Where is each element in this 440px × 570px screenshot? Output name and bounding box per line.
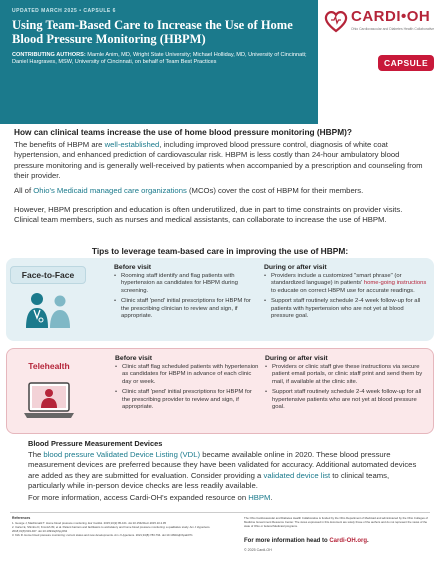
smart-phrase-text-a: Providers include a customized "smart phrase" (or standardized language) in patients' <box>271 273 402 287</box>
list-item: • Clinic staff flag scheduled patients with hypertension as candidates for HBPM in advance of each clinic day or week. <box>115 364 259 386</box>
benefits-text-b: , including improved blood pressure control, diagnosis of white coat hypertension, and enhanced prediction of cardiovascular risk. HBPM is less costly than 24-hour ambulatory blood pressure monitoring and is generally well-received by patients when accompanied by a prescription and counseling from their provider. <box>14 140 423 181</box>
more-info-text-a: For more information, access Cardi-OH's expanded resource on <box>28 493 249 502</box>
telehealth-before-visit <box>115 355 259 414</box>
tips-heading: Tips to leverage team-based care in improving the use of HBPM: <box>91 246 349 256</box>
before-visit-title: Before visit <box>115 355 153 362</box>
reference-item: 1. George J, MacDonald T. Home blood pressure monitoring. Eur Cardiol. 2015;10(2):95-101. doi:10.15420/ecr.2015.10.2.95 <box>12 521 167 525</box>
list-item: • Rooming staff identify and flag patients with hypertension as candidates for HBPM during screening. <box>114 273 258 295</box>
list-item: • Providers or clinic staff give these instructions via secure patient email portals, or clinic staff print and send them by mail, if available at the clinic site. <box>265 364 429 386</box>
before-visit-title: Before visit <box>114 264 152 271</box>
capsule-badge: CAPSULE <box>378 55 434 71</box>
face-to-face-panel <box>6 258 434 341</box>
doctor-patient-icon <box>20 288 76 334</box>
bp-devices-paragraph <box>28 450 428 492</box>
before-visit-list <box>115 364 259 411</box>
update-line: UPDATED MARCH 2025 • CAPSULE 6 <box>12 8 116 14</box>
well-established-link[interactable]: well-established <box>104 140 160 149</box>
telehealth-after-visit <box>265 355 429 414</box>
smart-phrase-text-b: to educate on correct HBPM use for accurate readings. <box>271 287 415 294</box>
intro-paragraph-underutilized: However, HBPM prescription and education is often underutilized, due in part to time constraints on provider visits. Clinical team members, such as nurses and medical assistants, can collaborate to increase the use of HBPM. <box>14 205 403 225</box>
telehealth-label: Telehealth <box>28 361 70 371</box>
face-to-face-label: Face-to-Face <box>10 266 86 284</box>
copyright: © 2025 Cardi-OH <box>244 548 272 552</box>
footer-more-info-text: For more information head to <box>244 538 330 544</box>
header-band <box>0 0 318 124</box>
vdl-link[interactable]: blood pressure Validated Device Listing (VDL) <box>43 450 201 459</box>
more-info-text-b: . <box>270 493 273 502</box>
footer-divider <box>10 512 430 513</box>
reference-item: 3. Kirk R. Home blood pressure monitoring: current status and new developments. Am J Hypertens. 2021;34(8):783-794. doi:10.1093/ajh/hpab071 <box>12 533 193 537</box>
vdl-text-a: The <box>28 450 44 459</box>
list-item: • Clinic staff 'pend' initial prescriptions for HBPM for the prescribing provider to review and sign, if appropriate. <box>115 389 259 411</box>
hbpm-resource-link[interactable]: HBPM <box>248 493 271 502</box>
mco-text-a: All of <box>14 186 34 195</box>
face-to-face-before-visit <box>114 264 258 323</box>
vdl-text-b: became available online in 2020. These blood pressure measurement devices are preferred because they have been validated for accuracy. Additional automated devices are added as they are submitted for evaluation. Consider providing a <box>28 450 417 480</box>
list-item: • Clinic staff 'pend' initial prescriptions for HBPM for the prescribing clinician to review and sign, if appropriate. <box>114 298 258 320</box>
benefits-text-a: The benefits of HBPM are <box>14 140 105 149</box>
logo-subtitle: Ohio Cardiovascular and Diabetes Health Collaborative <box>351 27 435 31</box>
mco-text-b: (MCOs) cover the cost of HBPM for their members. <box>186 186 364 195</box>
contributors-label: CONTRIBUTING AUTHORS: <box>12 52 86 58</box>
after-visit-title: During or after visit <box>264 264 327 271</box>
telehealth-panel <box>6 348 434 434</box>
footer-more-info-period: . <box>367 538 369 544</box>
contributors-text: Mamle Anim, MD, Wright State University; Michael Holliday, MD, University of Cincinnati; Daniel Hargraves, MSW, University of Cincinnati, on behalf of Team Best Practices <box>12 52 307 66</box>
before-visit-list <box>114 273 258 320</box>
references-list <box>12 521 212 537</box>
medicaid-mco-link[interactable]: Ohio's Medicaid managed care organizations <box>33 186 187 195</box>
page-title: Using Team-Based Care to Increase the Use of Home Blood Pressure Monitoring (HBPM) <box>12 18 293 46</box>
intro-paragraph-benefits <box>14 140 428 182</box>
contributors <box>12 52 308 66</box>
face-to-face-after-visit <box>264 264 428 323</box>
references-title: References <box>12 516 31 520</box>
more-info-paragraph <box>28 493 428 503</box>
laptop-video-call-icon <box>21 379 77 425</box>
after-visit-list <box>265 364 429 411</box>
logo-wordmark: CARDI•OH <box>351 8 431 25</box>
bp-devices-heading: Blood Pressure Measurement Devices <box>28 439 163 448</box>
validated-device-list-link[interactable]: validated device list <box>263 470 331 480</box>
cardi-oh-logo[interactable] <box>323 6 435 46</box>
reference-item: 2. Carter E, Shimbo D, Kronish IM, et al. Patient barriers and facilitators to ambulatory and home blood pressure monitoring: a qualitative study. Am J Hypertens. 2018;31(8):919-927. doi:10.1093/ajh/hpy062 <box>12 525 211 533</box>
intro-question: How can clinical teams increase the use of home blood pressure monitoring (HBPM)? <box>14 127 352 137</box>
after-visit-title: During or after visit <box>265 355 328 362</box>
after-visit-list <box>264 273 428 320</box>
cardi-oh-website-link[interactable]: Cardi-OH.org <box>329 538 368 544</box>
heart-logo-icon <box>323 8 349 34</box>
vdl-text-c: to clinical teams, particularly while in-person device checks are less readily available. <box>28 470 390 491</box>
intro-paragraph-mco <box>14 186 428 196</box>
list-item: • Support staff routinely schedule 2-4 week follow-up for all hypertensive patients who are not yet at blood pressure goal. <box>265 389 429 411</box>
home-going-instructions-link[interactable]: home-going instructions <box>363 280 427 287</box>
list-item: • Support staff routinely schedule 2-4 week follow-up for all patients with hypertension who are not yet at blood pressure goal. <box>264 298 428 320</box>
footer-more-info <box>244 538 369 544</box>
list-item <box>264 273 428 295</box>
funding-disclaimer: The Ohio Cardiovascular and Diabetes Health Collaborative is funded by the Ohio Department of Medicaid and administered by the Ohio Colleges of Medicine Government Resource Center. The views expressed in this document are solely those of the authors and do not represent the views of the state of Ohio or federal Medicaid programs. <box>244 516 428 528</box>
